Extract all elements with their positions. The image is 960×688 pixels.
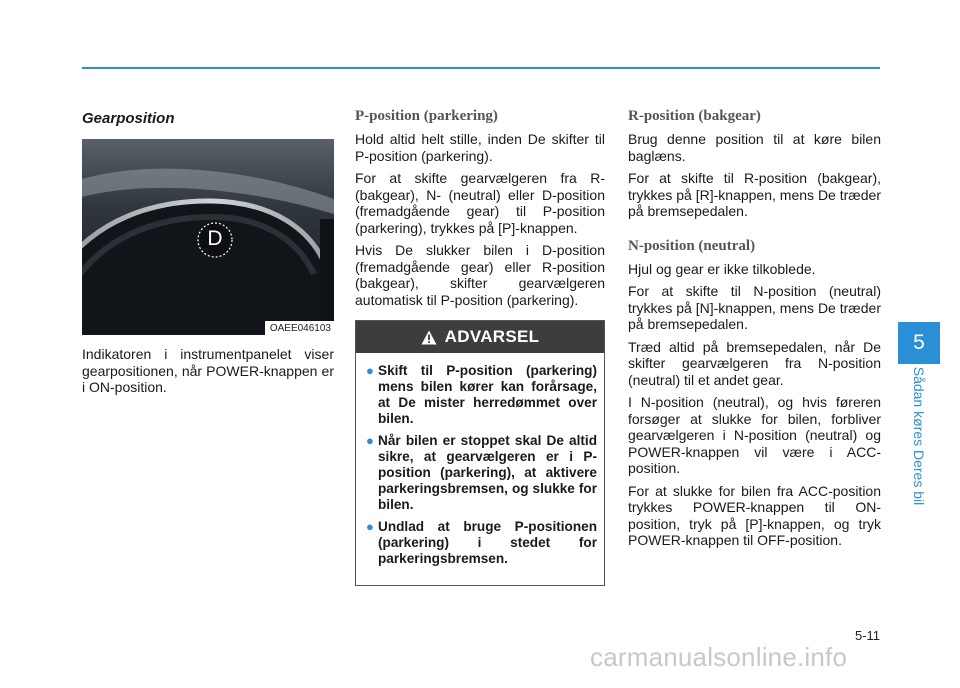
right-column [628, 108, 881, 555]
warning-item-text: Undlad at bruge P-positionen (parkering) i stedet for parkeringsbremsen. [378, 519, 597, 566]
paragraph: Træd altid på bremsepedalen, når De skifter gearvælgeren fra N-position (neutral) til et andet gear. [628, 338, 881, 388]
section-heading-n-position: N-position (neutral) [628, 237, 756, 254]
top-rule [82, 67, 880, 69]
watermark: carmanualsonline.info [590, 642, 848, 672]
warning-body [356, 353, 604, 585]
paragraph: For at skifte til R-position (bakgear), trykkes på [R]-knappen, mens De træder på bremsepedalen. [628, 170, 881, 219]
paragraph: Hjul og gear er ikke tilkoblede. [628, 260, 816, 277]
section-heading-gearposition: Gearposition [82, 110, 175, 127]
warning-item [366, 433, 597, 513]
paragraph: Brug denne position til at køre bilen baglæns. [628, 131, 881, 164]
warning-triangle-icon [421, 330, 437, 345]
gear-indicator-letter: D [207, 227, 223, 250]
paragraph: Hvis De slukker bilen i D-position (fremadgående gear) eller R-position (bakgear), skifter gearvælgeren automatisk til P-position (parkering). [355, 242, 605, 308]
chapter-title: Sådan køres Deres bil [911, 366, 927, 506]
chapter-tab: 5 [898, 322, 940, 364]
bullet-icon: ● [366, 519, 374, 534]
warning-box [355, 320, 605, 586]
figure-caption: OAEE046103 [265, 321, 334, 335]
paragraph: For at skifte til N-position (neutral) trykkes på [N]-knappen, mens De træder på bremsepedalen. [628, 283, 881, 332]
left-column [82, 108, 334, 402]
section-heading-r-position: R-position (bakgear) [628, 108, 761, 124]
warning-item [366, 519, 597, 567]
warning-header [356, 321, 604, 353]
warning-item-text: Skift til P-position (parkering) mens bilen kører kan forårsage, at De mister herredømmet over bilen. [378, 363, 597, 426]
warning-item [366, 363, 597, 427]
warning-title: ADVARSEL [444, 327, 540, 346]
page-number: 5-11 [854, 628, 880, 643]
section-heading-p-position: P-position (parkering) [355, 108, 498, 124]
instrument-panel-figure [82, 139, 334, 335]
paragraph: I N-position (neutral), og hvis føreren forsøger at slukke for bilen, forbliver gearvælgeren i N-position (neutral) og POWER-knappen vil være i ACC-position. [628, 394, 881, 476]
middle-column [355, 108, 605, 586]
bullet-icon: ● [366, 433, 374, 448]
paragraph: For at slukke for bilen fra ACC-position trykkes POWER-knappen til ON-position, tryk på [P]-knappen, og tryk POWER-knappen til OFF-position. [628, 482, 881, 548]
warning-item-text: Når bilen er stoppet skal De altid sikre, at gearvælgeren er i P-position (parkering), at aktivere parkeringsbremsen, og slukke for bilen. [378, 433, 597, 512]
paragraph: Indikatoren i instrumentpanelet viser gearpositionen, når POWER-knappen er i ON-position. [82, 346, 334, 395]
paragraph: Hold altid helt stille, inden De skifter til P-position (parkering). [355, 131, 605, 164]
paragraph: For at skifte gearvælgeren fra R- (bakgear), N- (neutral) eller D-position (fremadgående gear) til P-position (parkering), trykkes på [P]-knappen. [355, 170, 605, 236]
bullet-icon: ● [366, 363, 374, 378]
